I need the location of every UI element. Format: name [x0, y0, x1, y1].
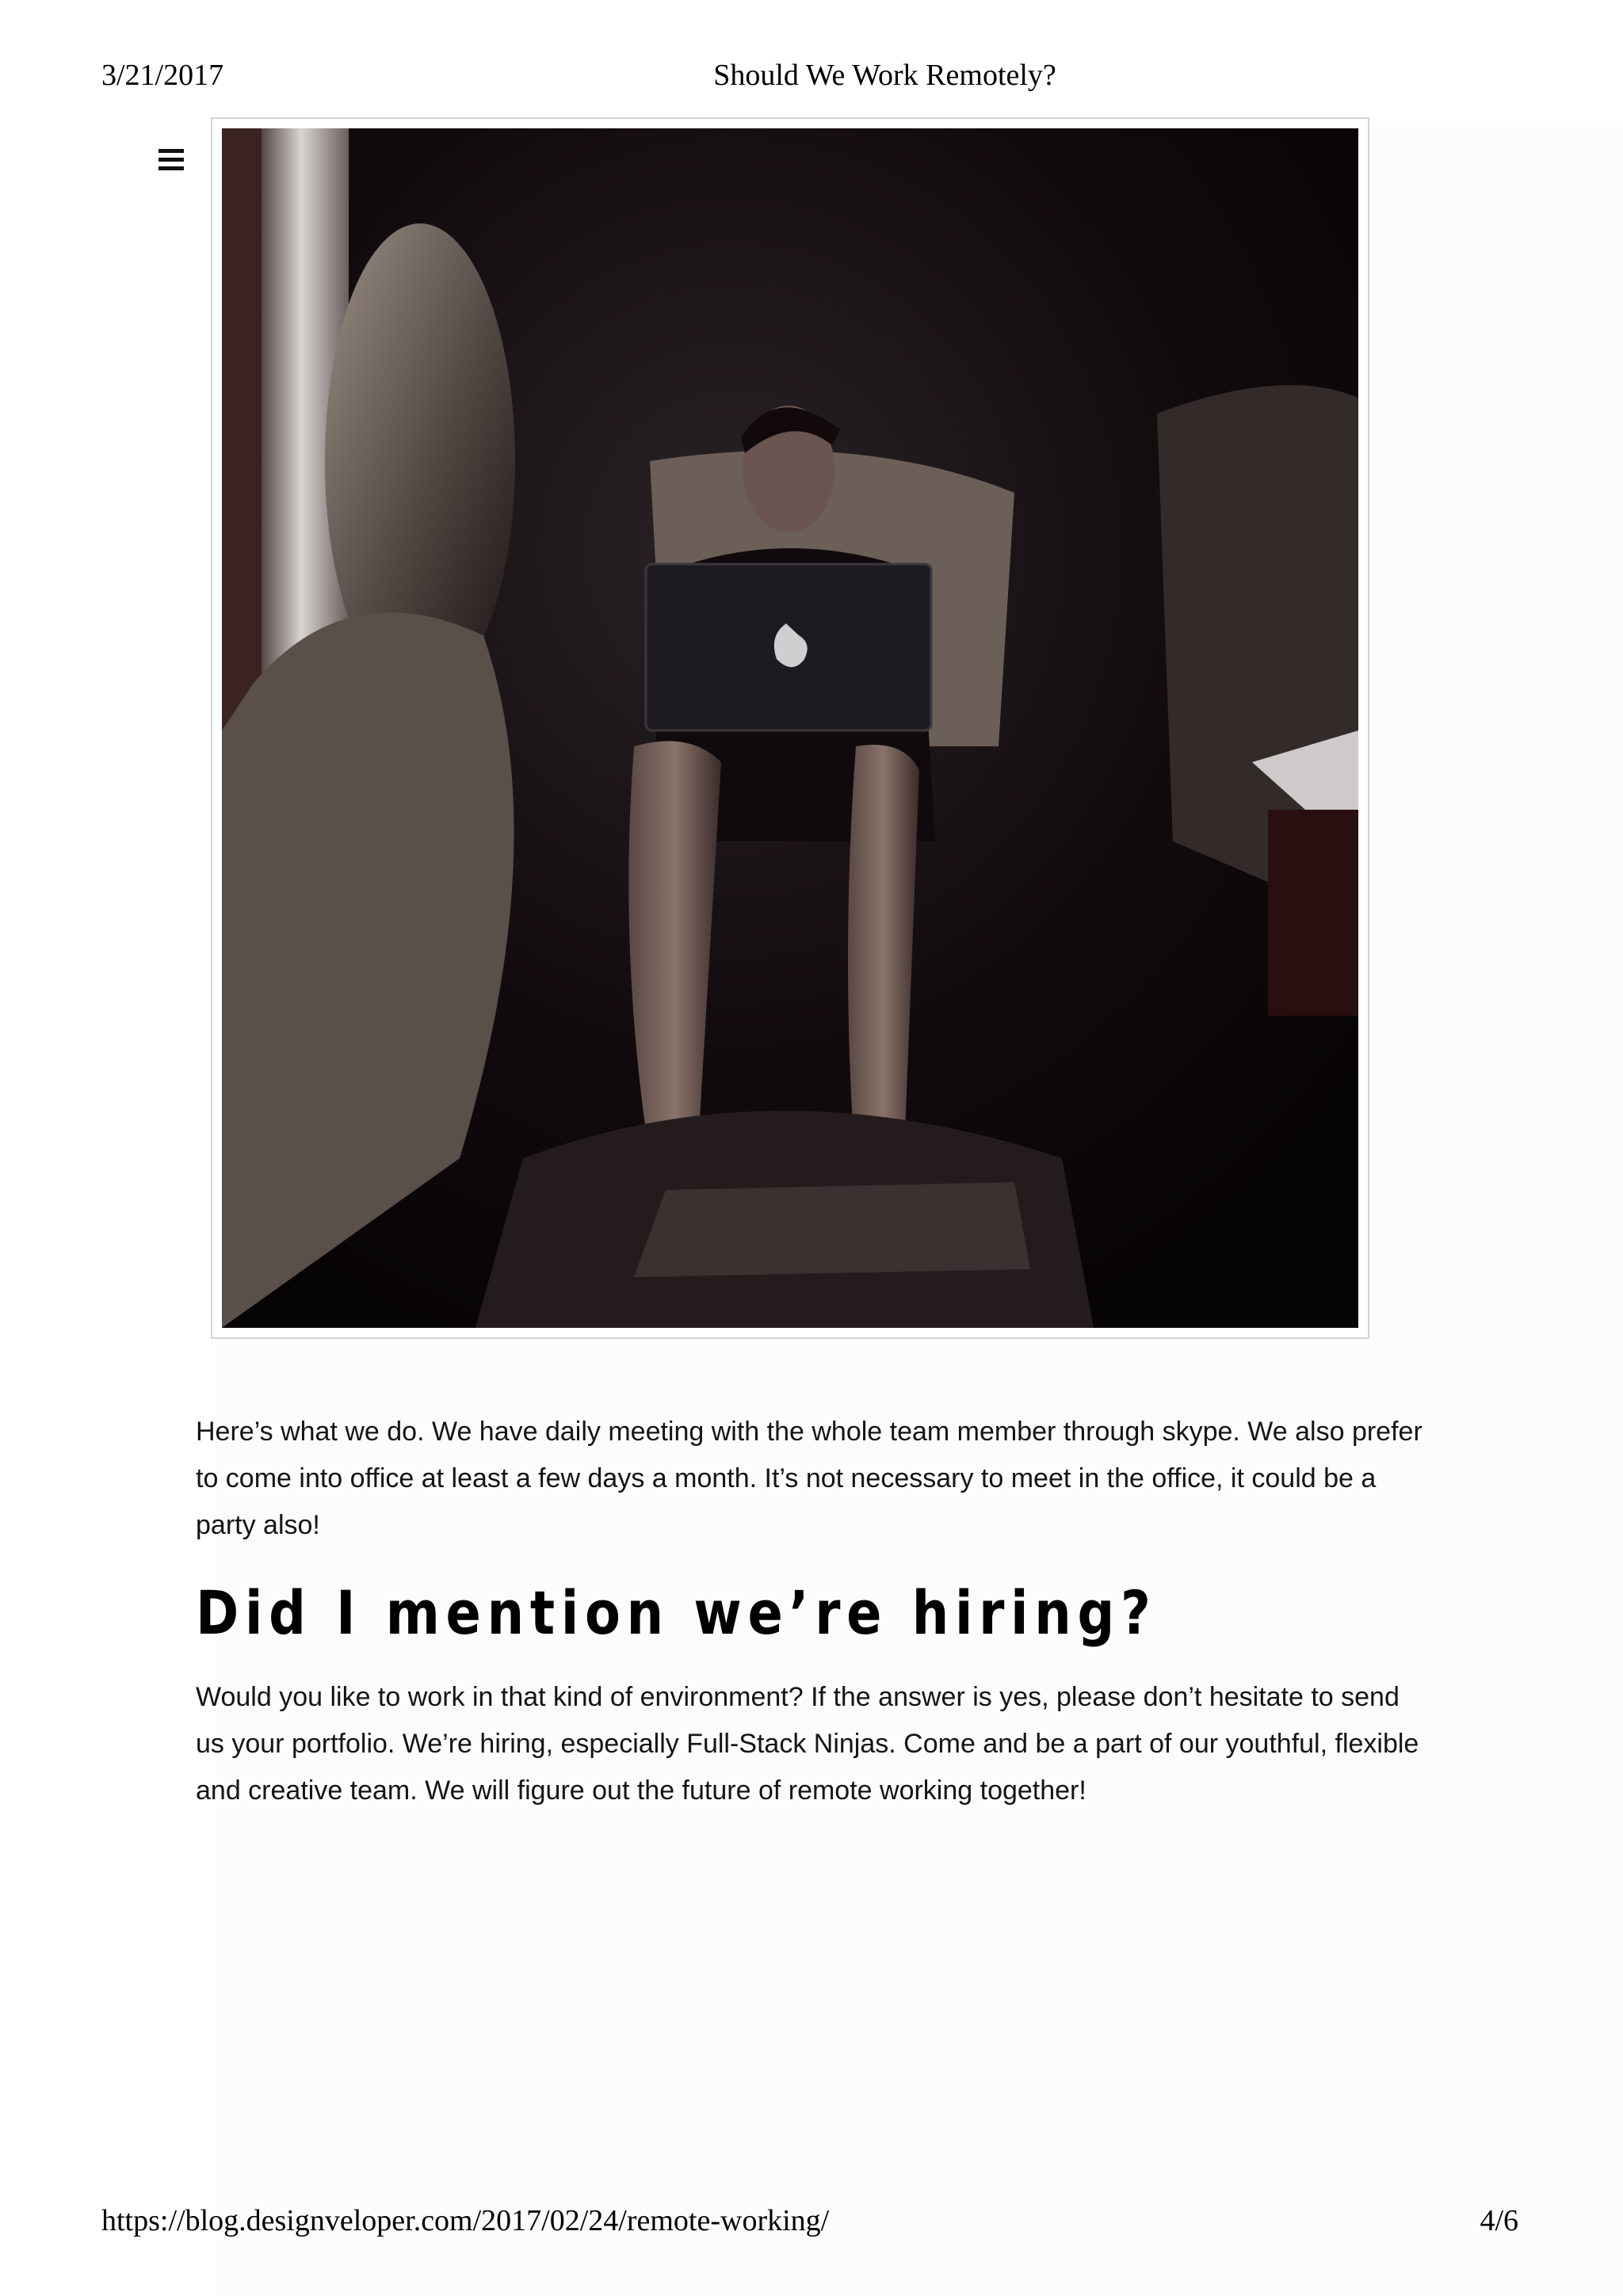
hamburger-menu-icon[interactable] [158, 149, 184, 171]
print-title: Should We Work Remotely? [713, 59, 1056, 92]
article-paragraph: Would you like to work in that kind of environment? If the answer is yes, please don’t hesitate to send us your portfolio. We’re hiring, especially Full-Stack Ninjas. Come and be a part of our youthful, flexible and creative team. We will figure out the future of remote working together! [196, 1682, 1419, 1806]
article-photo [222, 128, 1358, 1328]
article-photo-frame [211, 117, 1369, 1339]
print-url: https://blog.designveloper.com/2017/02/24/remote-working/ [101, 2204, 830, 2237]
section-heading: Did I mention we’re hiring? [196, 1577, 1157, 1648]
print-date: 3/21/2017 [101, 59, 224, 92]
article-paragraph: Here’s what we do. We have daily meeting with the whole team member through skype. We also prefer to come into office at least a few days a month. It’s not necessary to meet in the office, it could be a party also! [196, 1417, 1423, 1540]
print-page-number: 4/6 [1480, 2204, 1518, 2237]
